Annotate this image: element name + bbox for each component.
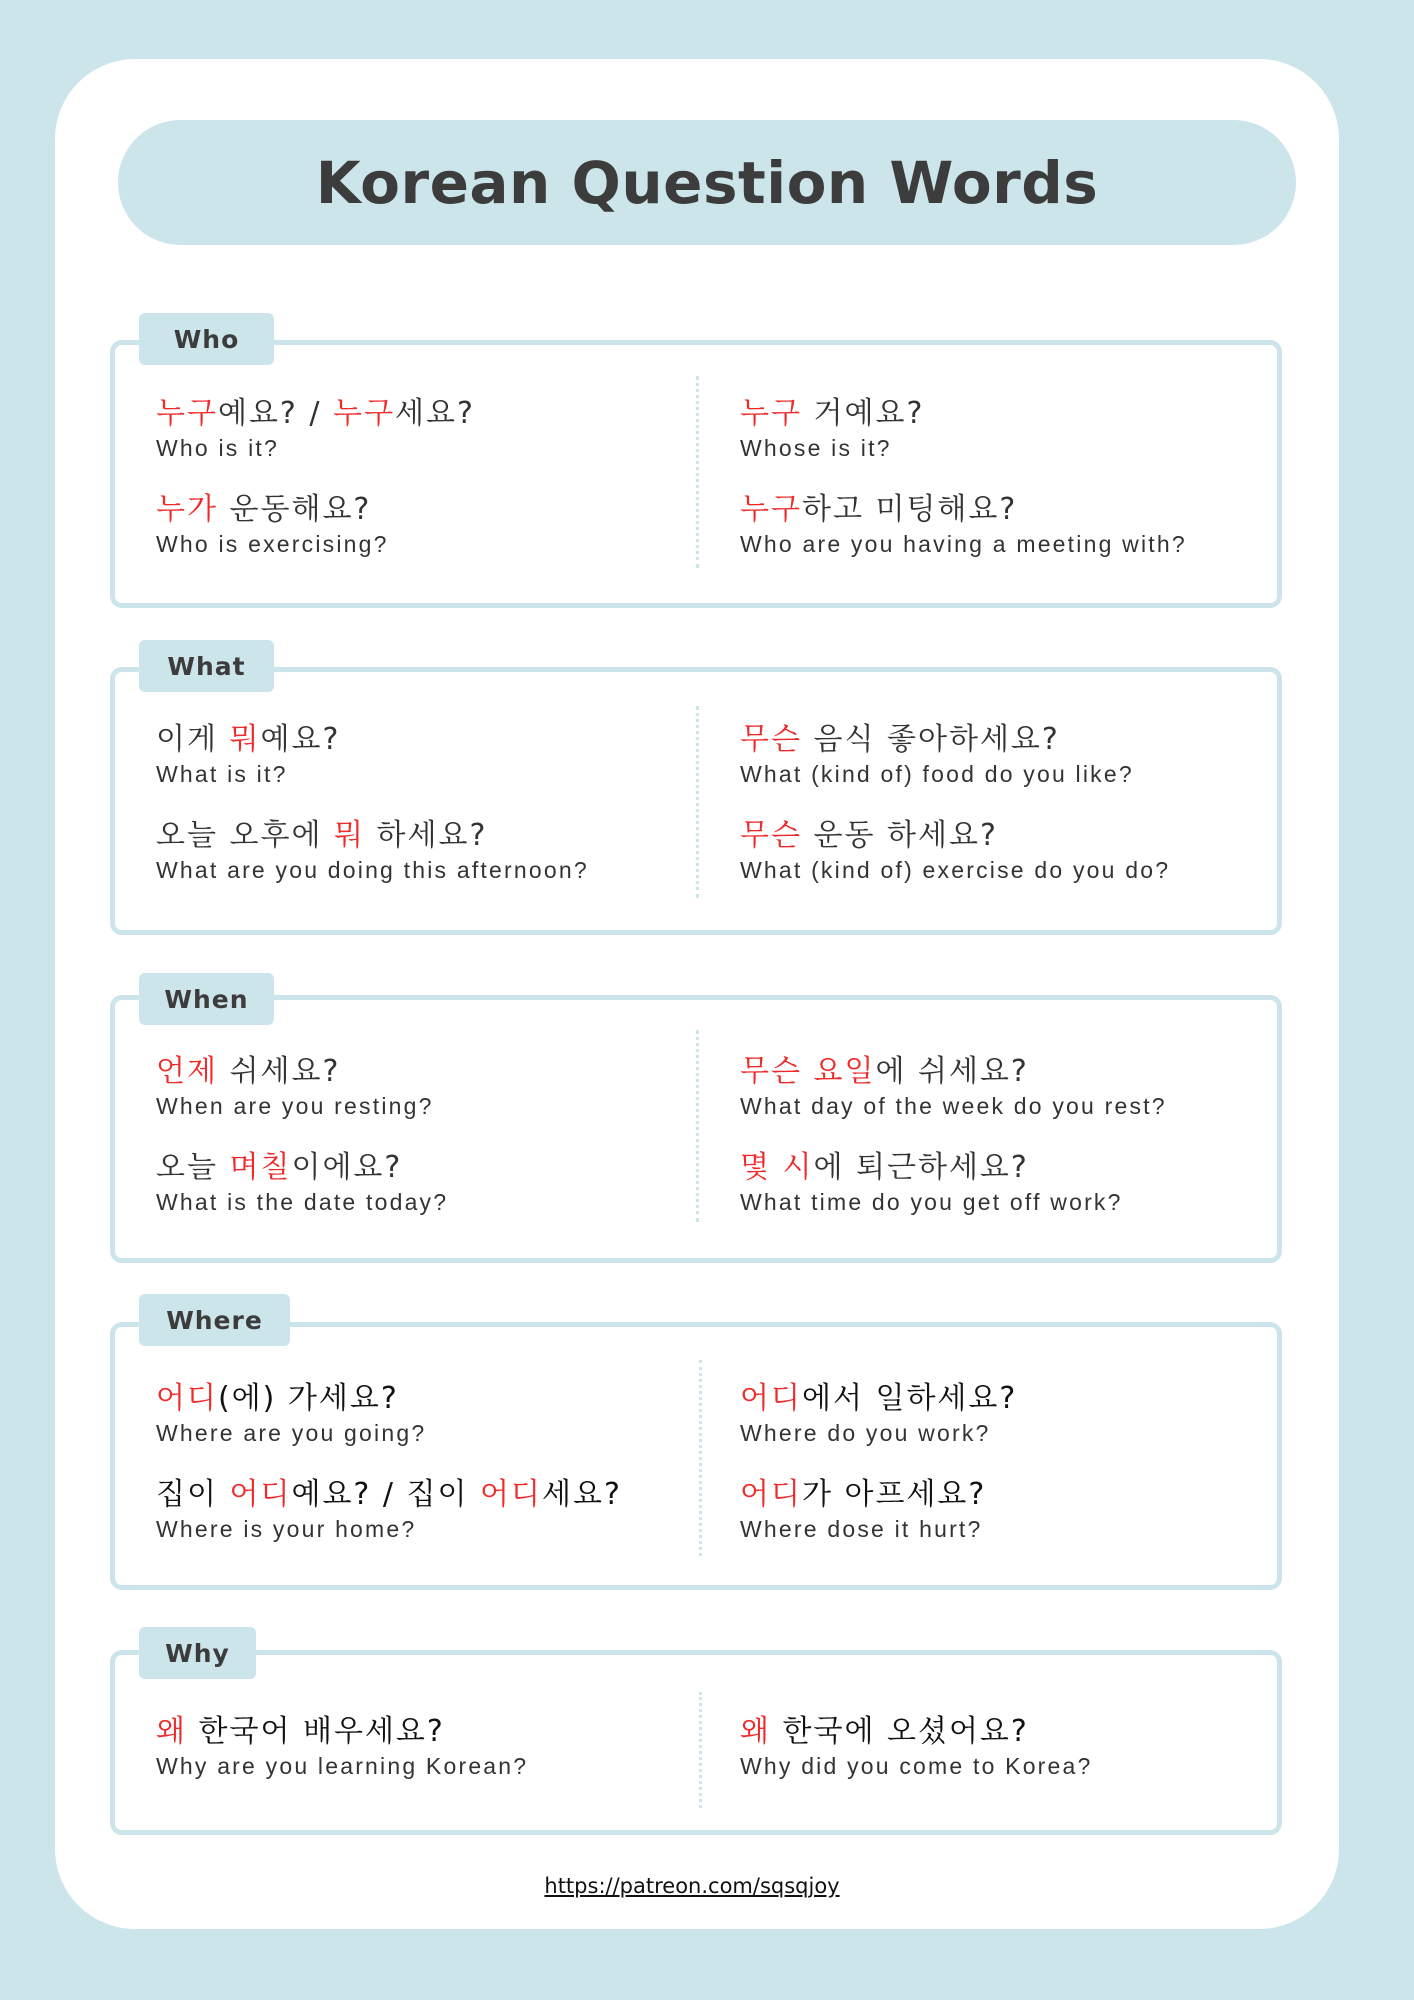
korean-phrase — [156, 1477, 622, 1513]
korean-phrase — [156, 722, 340, 758]
phrase-entry — [740, 396, 924, 462]
phrase-entry — [156, 1714, 528, 1780]
phrase-text: 에서 일하세요? — [801, 1381, 1018, 1416]
question-word-highlight: 며칠 — [229, 1150, 292, 1185]
korean-phrase — [740, 1714, 1093, 1750]
page-title: Korean Question Words — [315, 148, 1099, 217]
phrase-text: 하세요? — [364, 818, 488, 853]
title-banner — [118, 120, 1296, 245]
question-word-highlight: 언제 — [156, 1054, 218, 1089]
korean-phrase — [156, 492, 389, 528]
question-word-highlight: 누구 — [156, 396, 218, 431]
english-translation: What is the date today? — [156, 1189, 449, 1215]
question-word-highlight: 누가 — [156, 492, 218, 527]
phrase-text: 음식 좋아하세요? — [801, 722, 1060, 757]
english-translation: Where do you work? — [740, 1420, 991, 1446]
phrase-text: 이게 — [156, 722, 230, 757]
phrase-entry — [156, 396, 475, 462]
english-translation: Why are you learning Korean? — [156, 1753, 529, 1779]
phrase-text: 가 아프세요? — [801, 1477, 987, 1512]
english-translation: Who are you having a meeting with? — [740, 531, 1187, 557]
question-word-highlight: 어디 — [740, 1381, 802, 1416]
phrase-text: 세요? — [395, 396, 475, 431]
english-translation: Where is your home? — [156, 1516, 417, 1542]
korean-phrase — [740, 1381, 1017, 1417]
phrase-entry — [740, 1381, 1017, 1447]
question-word-highlight: 어디 — [740, 1477, 802, 1512]
phrase-text: 에 퇴근하세요? — [813, 1150, 1029, 1185]
korean-phrase — [740, 722, 1134, 758]
english-translation: What (kind of) food do you like? — [740, 761, 1134, 787]
question-word-highlight: 누구 — [740, 492, 802, 527]
phrase-text: 예요? / 집이 — [291, 1477, 481, 1512]
phrase-entry — [740, 492, 1187, 558]
phrase-text: 한국에 오셨어요? — [770, 1714, 1029, 1749]
phrase-text: 예요? / — [217, 396, 334, 431]
phrase-text: 에 쉬세요? — [875, 1054, 1029, 1089]
section-label-where: Where — [139, 1294, 290, 1346]
question-word-highlight: 무슨 요일 — [740, 1054, 876, 1089]
question-word-highlight: 뭐 — [333, 818, 365, 853]
korean-phrase — [156, 1714, 528, 1750]
english-translation: Why did you come to Korea? — [740, 1753, 1093, 1779]
english-translation: Whose is it? — [740, 435, 892, 461]
question-word-highlight: 왜 — [740, 1714, 771, 1749]
phrase-text: 예요? — [260, 722, 341, 757]
english-translation: What time do you get off work? — [740, 1189, 1123, 1215]
english-translation: When are you resting? — [156, 1093, 434, 1119]
patreon-link[interactable]: https://patreon.com/sqsqjoy — [544, 1874, 840, 1898]
english-translation: Who is exercising? — [156, 531, 389, 557]
phrase-text: 세요? — [542, 1477, 622, 1512]
korean-phrase — [740, 1477, 986, 1513]
column-divider — [696, 376, 699, 568]
korean-phrase — [740, 818, 1170, 854]
phrase-entry — [740, 1150, 1123, 1216]
phrase-text: 운동해요? — [217, 492, 372, 527]
phrase-entry — [156, 492, 389, 558]
phrase-entry — [156, 818, 589, 884]
section-box-where — [110, 1322, 1282, 1590]
korean-phrase — [156, 396, 475, 432]
english-translation: What (kind of) exercise do you do? — [740, 857, 1171, 883]
phrase-text: 거예요? — [801, 396, 925, 431]
column-divider — [696, 706, 699, 898]
phrase-entry — [740, 1477, 986, 1543]
korean-phrase — [156, 1054, 434, 1090]
column-divider — [696, 1030, 699, 1222]
korean-phrase — [156, 1381, 426, 1417]
phrase-text: 집이 — [156, 1477, 230, 1512]
question-word-highlight: 어디 — [229, 1477, 292, 1512]
phrase-text: 이에요? — [291, 1150, 403, 1185]
question-word-highlight: 누구 — [740, 396, 802, 431]
phrase-entry — [740, 722, 1134, 788]
section-label-why: Why — [139, 1627, 256, 1679]
column-divider — [699, 1360, 702, 1556]
korean-phrase — [156, 818, 589, 854]
section-label-when: When — [139, 973, 274, 1025]
phrase-entry — [156, 1381, 426, 1447]
korean-phrase — [740, 1150, 1123, 1186]
question-word-highlight: 몇 시 — [740, 1150, 814, 1185]
phrase-text: 한국어 배우세요? — [186, 1714, 445, 1749]
english-translation: Where dose it hurt? — [740, 1516, 983, 1542]
phrase-text: (에) 가세요? — [217, 1381, 399, 1416]
phrase-entry — [156, 1477, 622, 1543]
english-translation: What is it? — [156, 761, 288, 787]
phrase-text: 쉬세요? — [217, 1054, 341, 1089]
question-word-highlight: 무슨 — [740, 818, 802, 853]
question-word-highlight: 무슨 — [740, 722, 802, 757]
phrase-entry — [740, 1714, 1093, 1780]
column-divider — [699, 1692, 702, 1808]
section-label-what: What — [139, 640, 274, 692]
phrase-entry — [740, 818, 1170, 884]
korean-phrase — [740, 1054, 1167, 1090]
english-translation: Who is it? — [156, 435, 279, 461]
section-label-who: Who — [139, 313, 274, 365]
phrase-entry — [156, 722, 340, 788]
english-translation: What day of the week do you rest? — [740, 1093, 1167, 1119]
question-word-highlight: 뭐 — [229, 722, 261, 757]
question-word-highlight: 어디 — [156, 1381, 218, 1416]
korean-phrase — [740, 396, 924, 432]
question-word-highlight: 누구 — [333, 396, 395, 431]
phrase-text: 운동 하세요? — [801, 818, 998, 853]
korean-phrase — [156, 1150, 448, 1186]
phrase-entry — [156, 1054, 434, 1120]
question-word-highlight: 어디 — [480, 1477, 542, 1512]
phrase-entry — [740, 1054, 1167, 1120]
korean-phrase — [740, 492, 1187, 528]
phrase-text: 하고 미팅해요? — [801, 492, 1018, 527]
phrase-text: 오늘 오후에 — [156, 818, 334, 853]
question-word-highlight: 왜 — [156, 1714, 187, 1749]
phrase-entry — [156, 1150, 448, 1216]
english-translation: What are you doing this afternoon? — [156, 857, 589, 883]
english-translation: Where are you going? — [156, 1420, 427, 1446]
phrase-text: 오늘 — [156, 1150, 230, 1185]
